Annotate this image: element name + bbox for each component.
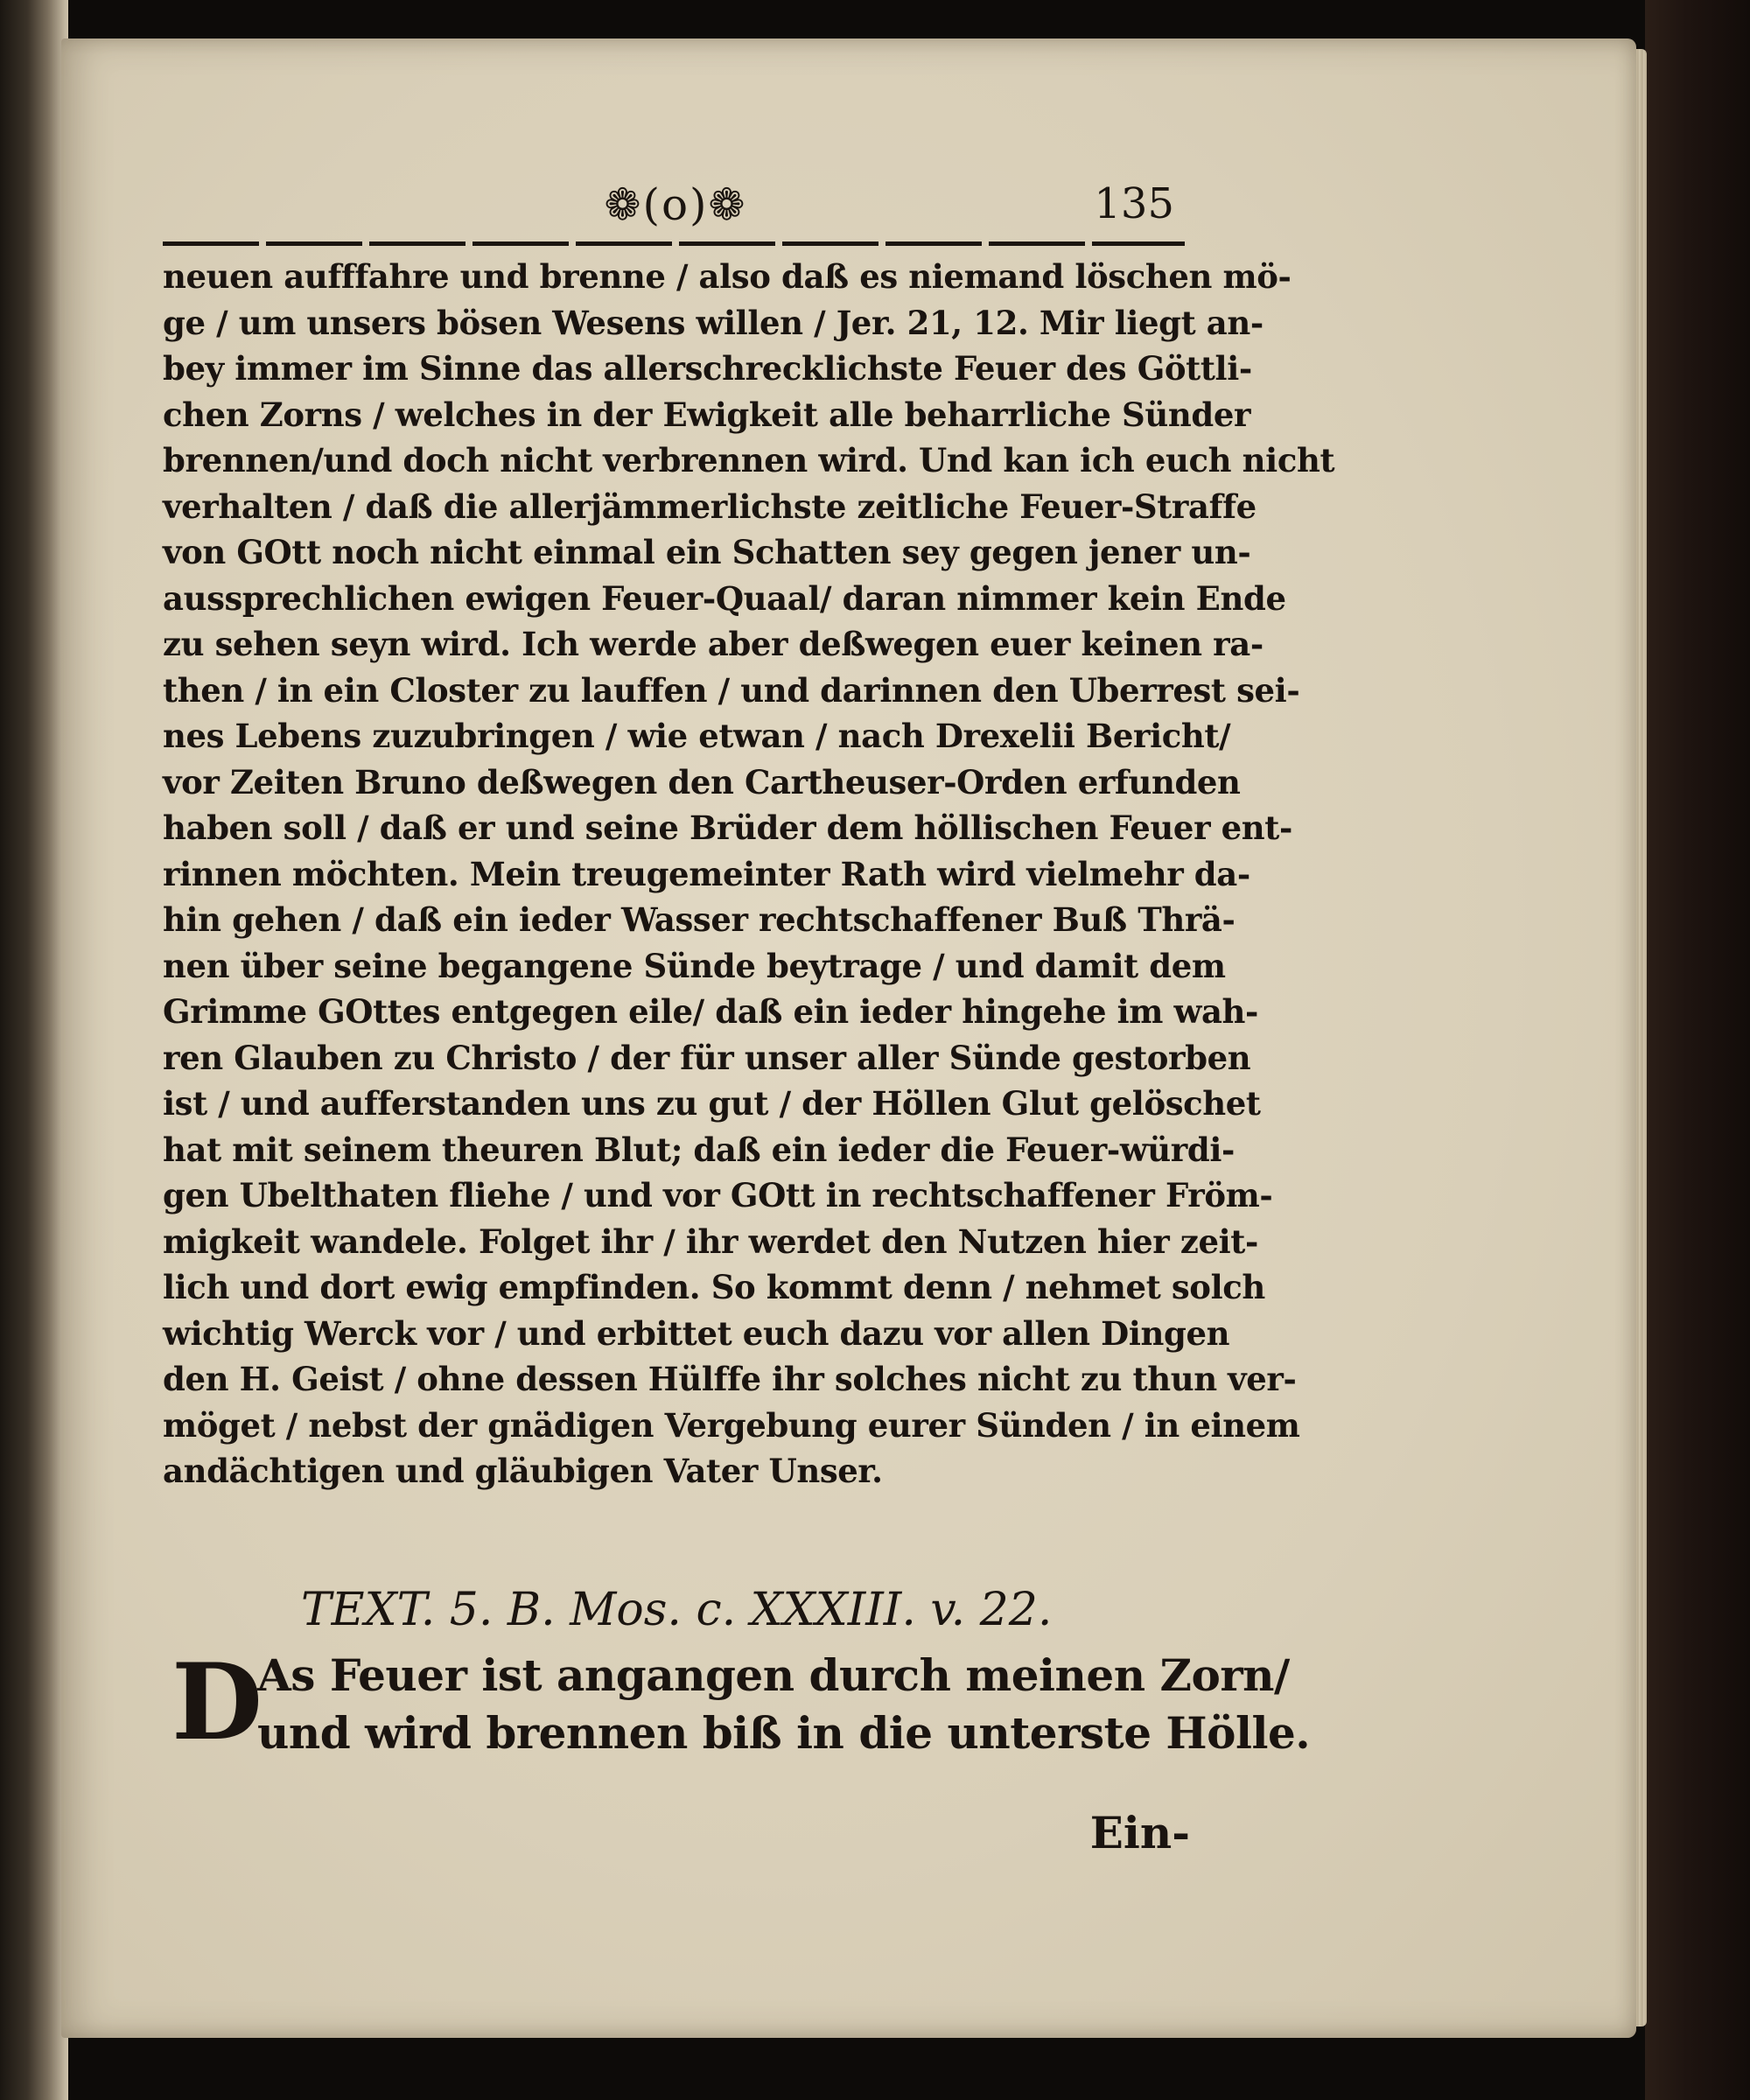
text-line: ist / und aufferstanden uns zu gut / der Höllen Glut gelöschet	[163, 1084, 1261, 1123]
binding-edge	[0, 0, 68, 2100]
text-line: nen über seine begangene Sünde beytrage / und damit dem	[163, 946, 1226, 985]
text-line: haben soll / daß er und seine Brüder dem höllischen Feuer ent-	[163, 808, 1292, 847]
book-cover-edge	[1645, 0, 1750, 2100]
text-line: rinnen möchten. Mein treugemeinter Rath wird vielmehr da-	[163, 854, 1250, 893]
text-line: migkeit wandele. Folget ihr / ihr werdet den Nutzen hier zeit-	[163, 1222, 1258, 1261]
running-header	[159, 179, 1183, 241]
body-text	[163, 254, 1335, 1494]
text-line: gen Ubelthaten fliehe / und vor GOtt in rechtschaffener Fröm-	[163, 1176, 1273, 1214]
text-line: bey immer im Sinne das allerschrecklichste Feuer des Göttli-	[163, 349, 1252, 388]
text-line: wichtig Werck vor / und erbittet euch dazu vor allen Dingen	[163, 1313, 1230, 1353]
text-line: möget / nebst der gnädigen Vergebung eurer Sünden / in einem	[163, 1405, 1300, 1445]
scripture-verse	[172, 1641, 1311, 1764]
text-line: then / in ein Closter zu lauffen / und darinnen den Uberrest sei-	[163, 670, 1300, 710]
text-line: brennen/und doch nicht verbrennen wird. Und kan ich euch nicht	[163, 441, 1335, 480]
text-line: vor Zeiten Bruno deßwegen den Cartheuser-Orden erfunden	[163, 762, 1241, 802]
text-line: chen Zorns / welches in der Ewigkeit alle beharrliche Sünder	[163, 395, 1251, 434]
text-line: hin gehen / daß ein ieder Wasser rechtschaffener Buß Thrä-	[163, 900, 1236, 939]
text-line: andächtigen und gläubigen Vater Unser.	[163, 1452, 883, 1490]
text-line: neuen aufffahre und brenne / also daß es niemand löschen mö-	[163, 257, 1292, 296]
text-line: lich und dort ewig empfinden. So kommt denn / nehmet solch	[163, 1268, 1265, 1306]
verse-line: und wird brennen biß in die unterste Hölle.	[257, 1707, 1311, 1759]
text-line: zu sehen seyn wird. Ich werde aber deßwegen euer keinen ra-	[163, 625, 1264, 663]
header-ornament: ❁(o)❁	[604, 179, 747, 230]
text-line: Grimme GOttes entgegen eile/ daß ein ieder hingehe im wah-	[163, 992, 1259, 1031]
text-line: verhalten / daß die allerjämmerlichste zeitliche Feuer-Straffe	[163, 486, 1256, 526]
text-line: hat mit seinem theuren Blut; daß ein ieder die Feuer-würdi-	[163, 1130, 1235, 1169]
text-line: von GOtt noch nicht einmal ein Schatten sey gegen jener un-	[163, 533, 1251, 571]
catchword: Ein-	[1089, 1807, 1190, 1858]
verse-line: As Feuer ist angangen durch meinen Zorn/	[257, 1649, 1290, 1701]
drop-cap: D	[172, 1641, 263, 1764]
text-line: nes Lebens zuzubringen / wie etwan / nach Drexelii Bericht/	[163, 717, 1231, 755]
page-number: 135	[1094, 179, 1174, 228]
header-rule	[163, 242, 1185, 246]
scripture-reference-heading: TEXT. 5. B. Mos. c. XXXIII. v. 22.	[301, 1584, 1053, 1636]
text-line: ren Glauben zu Christo / der für unser aller Sünde gestorben	[163, 1038, 1251, 1077]
text-line: ge / um unsers bösen Wesens willen / Jer. 21, 12. Mir liegt an-	[163, 303, 1264, 342]
text-line: aussprechlichen ewigen Feuer-Quaal/ daran nimmer kein Ende	[163, 578, 1286, 618]
text-line: den H. Geist / ohne dessen Hülffe ihr solches nicht zu thun ver-	[163, 1360, 1297, 1398]
